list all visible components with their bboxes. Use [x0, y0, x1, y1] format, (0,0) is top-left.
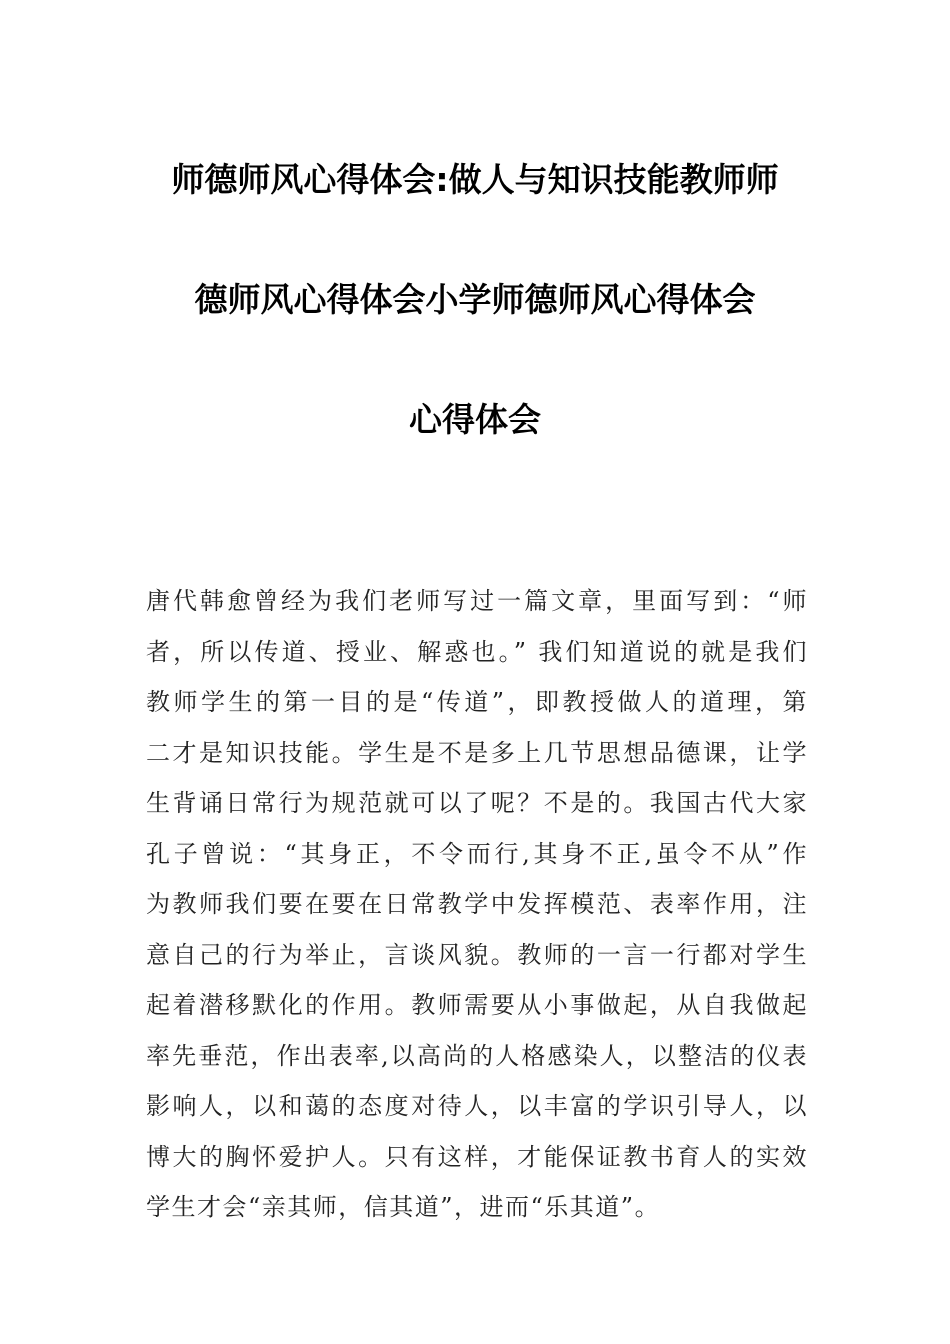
body-line [146, 835, 808, 886]
body-line-text: 孔子曾说：“其身正，不令而行,其身不正,虽令不从”作 [146, 839, 808, 868]
body-line [146, 734, 808, 785]
body-line [146, 1188, 808, 1239]
body-line [146, 1087, 808, 1138]
document-title [130, 150, 820, 510]
body-line [146, 885, 808, 936]
body-line-text: 生背诵日常行为规范就可以了呢？不是的。我国古代大家 [146, 789, 808, 817]
body-line-text: 影响人，以和蔼的态度对待人，以丰富的学识引导人，以 [146, 1092, 808, 1120]
body-line [146, 683, 808, 734]
body-line [146, 582, 808, 633]
title-line-1: 师德师风心得体会:做人与知识技能教师师 [171, 160, 779, 199]
body-line [146, 784, 808, 835]
body-line-text: 博大的胸怀爱护人。只有这样，才能保证教书育人的实效 [146, 1142, 808, 1171]
body-line-text: 学生才会“亲其师，信其道”，进而“乐其道”。 [146, 1193, 661, 1221]
body-line [146, 986, 808, 1037]
body-line-text: 唐代韩愈曾经为我们老师写过一篇文章，里面写到：“师 [146, 587, 808, 615]
body-line-text: 者，所以传道、授业、解惑也。” 我们知道说的就是我们 [146, 637, 808, 666]
title-line-3: 心得体会 [409, 400, 541, 439]
body-line-text: 教师学生的第一目的是“传道”，即教授做人的道理，第 [146, 688, 808, 716]
body-line-text: 二才是知识技能。学生是不是多上几节思想品德课，让学 [146, 738, 808, 767]
body-line-text: 率先垂范，作出表率,以高尚的人格感染人，以整洁的仪表 [146, 1041, 808, 1070]
body-line [146, 633, 808, 684]
body-line-text: 意自己的行为举止，言谈风貌。教师的一言一行都对学生 [146, 940, 808, 969]
body-line [146, 1037, 808, 1088]
document-body [146, 582, 808, 1239]
body-line-text: 为教师我们要在要在日常教学中发挥模范、表率作用，注 [146, 890, 808, 918]
body-line [146, 1138, 808, 1189]
body-line-text: 起着潜移默化的作用。教师需要从小事做起，从自我做起 [146, 991, 808, 1019]
title-line-2: 德师风心得体会小学师德师风心得体会 [194, 280, 756, 319]
body-line [146, 936, 808, 987]
